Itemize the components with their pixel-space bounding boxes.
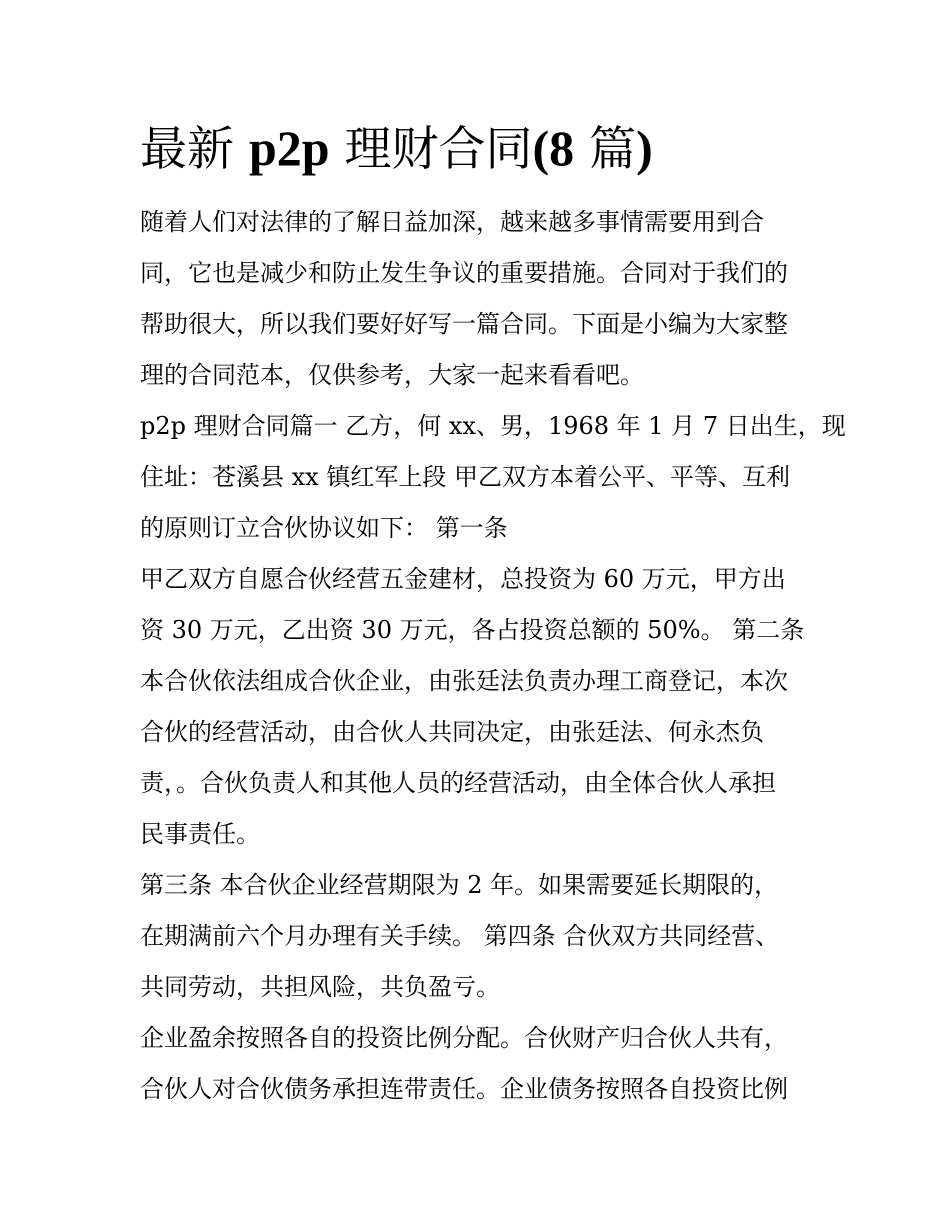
body-line: p2p 理财合同篇一 乙方，何 xx、男，1968 年 1 月 7 日出生，现 bbox=[140, 412, 846, 440]
title-part-prefix: 最新 bbox=[140, 122, 249, 177]
body-line: 民事责任。 bbox=[140, 820, 260, 848]
body-line: 理的合同范本，仅供参考，大家一起来看看吧。 bbox=[140, 361, 644, 389]
title-part-main: 理财合同 bbox=[329, 122, 533, 177]
body-line: 住址：苍溪县 xx 镇红军上段 甲乙双方本着公平、平等、互利 bbox=[140, 463, 790, 491]
body-line: 在期满前六个月办理有关手续。 第四条 合伙双方共同经营、 bbox=[140, 922, 780, 950]
body-line: 第三条 本合伙企业经营期限为 2 年。如果需要延长期限的， bbox=[140, 871, 779, 899]
title-part-unit: 篇 bbox=[574, 122, 637, 177]
body-line: 共同劳动，共担风险，共负盈亏。 bbox=[140, 973, 500, 1001]
body-line: 同，它也是减少和防止发生争议的重要措施。合同对于我们的 bbox=[140, 259, 788, 287]
title-part-close: ) bbox=[636, 120, 653, 176]
body-line: 合伙的经营活动，由合伙人共同决定，由张廷法、何永杰负 bbox=[140, 718, 764, 746]
document-title bbox=[140, 116, 653, 182]
title-part-p2p: p2p bbox=[248, 120, 330, 176]
body-line: 随着人们对法律的了解日益加深，越来越多事情需要用到合 bbox=[140, 208, 764, 236]
body-line: 的原则订立合伙协议如下： 第一条 bbox=[140, 514, 508, 542]
body-line: 帮助很大，所以我们要好好写一篇合同。下面是小编为大家整 bbox=[140, 310, 788, 338]
body-line: 本合伙依法组成合伙企业，由张廷法负责办理工商登记，本次 bbox=[140, 667, 788, 695]
body-line: 甲乙双方自愿合伙经营五金建材，总投资为 60 万元，甲方出 bbox=[140, 565, 786, 593]
body-line: 责，。合伙负责人和其他人员的经营活动，由全体合伙人承担 bbox=[140, 769, 776, 797]
title-part-count: (8 bbox=[532, 120, 575, 176]
body-line: 合伙人对合伙债务承担连带责任。企业债务按照各自投资比例 bbox=[140, 1075, 788, 1103]
document-body bbox=[140, 197, 846, 1115]
body-line: 企业盈余按照各自的投资比例分配。合伙财产归合伙人共有， bbox=[140, 1024, 788, 1052]
body-line: 资 30 万元，乙出资 30 万元，各占投资总额的 50%。 第二条 bbox=[140, 616, 805, 644]
